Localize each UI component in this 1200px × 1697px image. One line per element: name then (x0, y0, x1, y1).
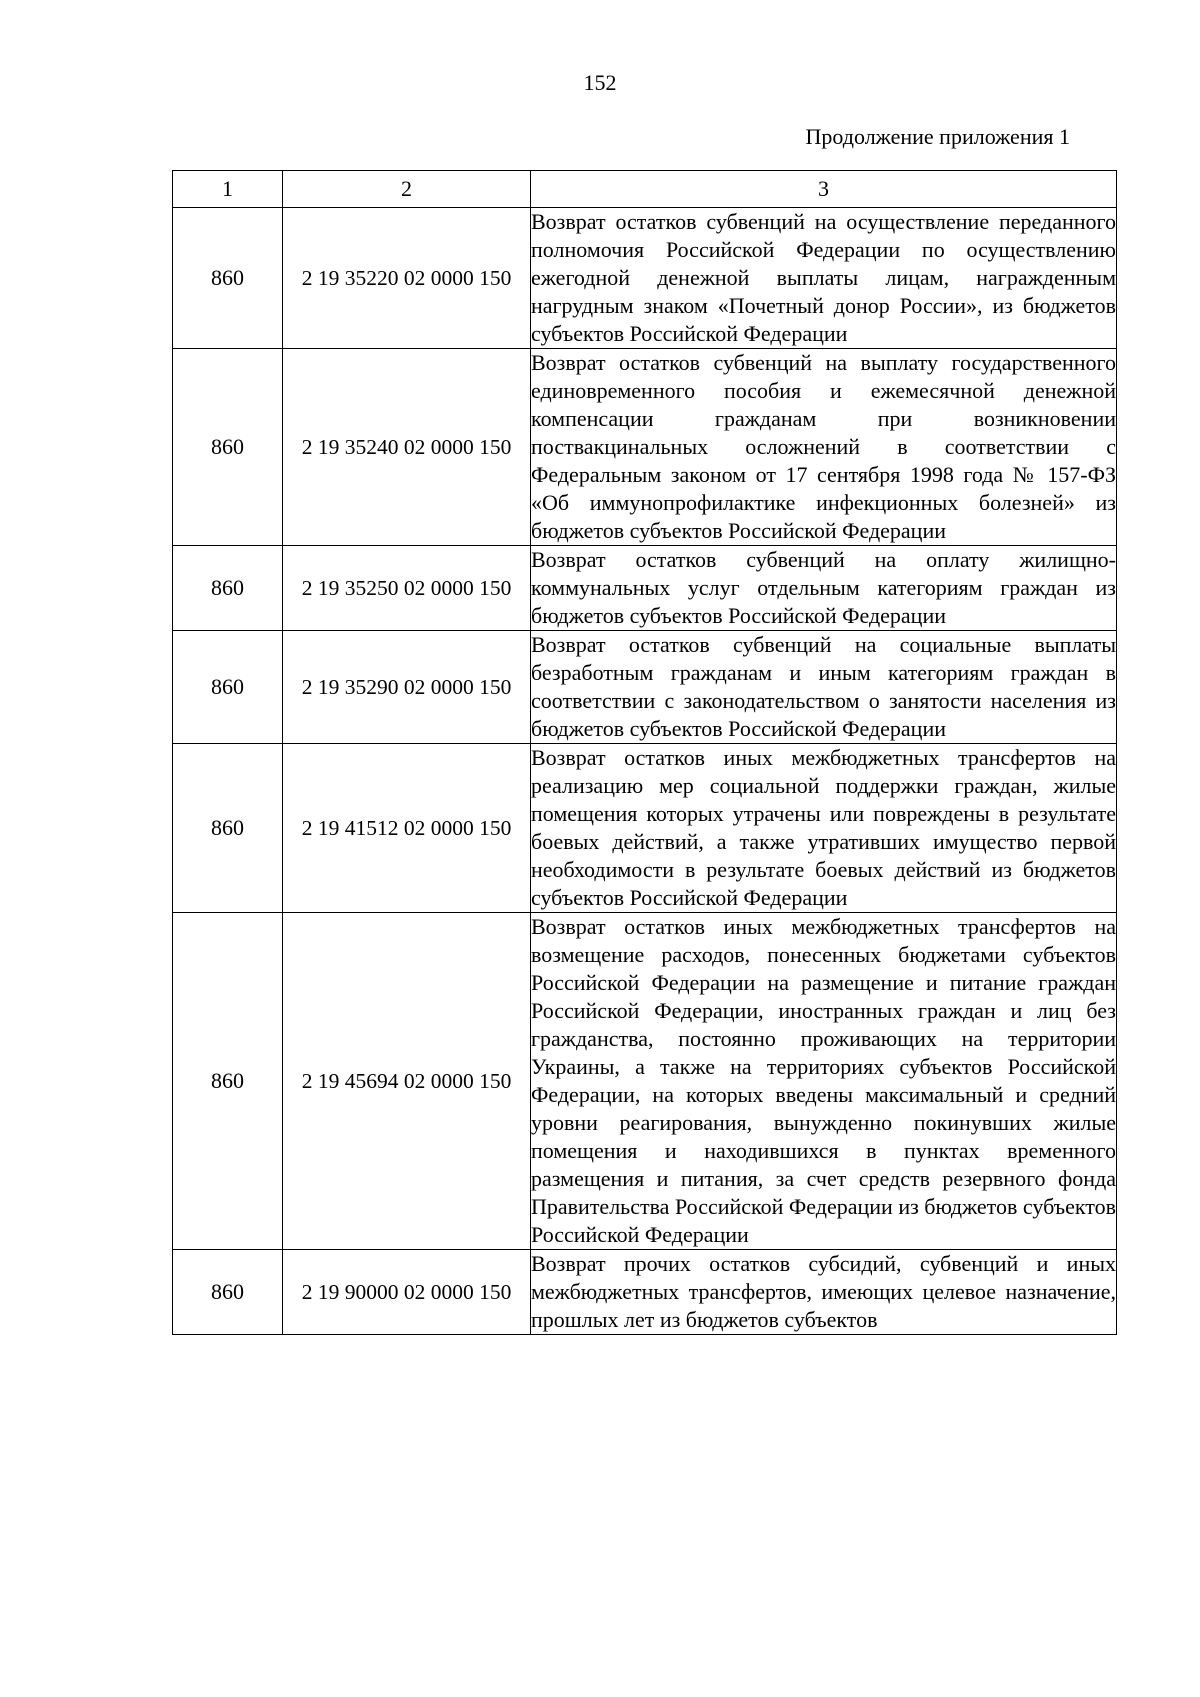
column-header: 3 (531, 171, 1117, 208)
continuation-note: Продолжение приложения 1 (805, 124, 1070, 149)
budget-code-cell: 2 19 41512 02 0000 150 (283, 744, 531, 913)
description-cell: Возврат остатков субвенций на оплату жилищно-коммунальных услуг отдельным категориям граждан из бюджетов субъектов Российской Федерации (531, 546, 1117, 631)
admin-code-cell: 860 (173, 913, 283, 1250)
page-number: 152 (583, 70, 617, 95)
admin-code-cell: 860 (173, 546, 283, 631)
budget-codes-table (172, 170, 1117, 1335)
budget-code-cell: 2 19 90000 02 0000 150 (283, 1250, 531, 1335)
table-row (173, 546, 1117, 631)
description-cell: Возврат остатков субвенций на осуществление переданного полномочия Российской Федерации по осуществлению ежегодной денежной выплаты лицам, награжденным нагрудным знаком «Почетный донор России», из бюджетов субъектов Российской Федерации (531, 208, 1117, 349)
column-header: 1 (173, 171, 283, 208)
admin-code-cell: 860 (173, 631, 283, 744)
admin-code-cell: 860 (173, 349, 283, 546)
budget-code-cell: 2 19 35250 02 0000 150 (283, 546, 531, 631)
column-header: 2 (283, 171, 531, 208)
budget-code-cell: 2 19 35290 02 0000 150 (283, 631, 531, 744)
description-cell: Возврат остатков иных межбюджетных трансфертов на реализацию мер социальной поддержки граждан, жилые помещения которых утрачены или повреждены в результате боевых действий, а также утративших имущество первой необходимости в результате боевых действий из бюджетов субъектов Российской Федерации (531, 744, 1117, 913)
description-cell: Возврат остатков субвенций на социальные выплаты безработным гражданам и иным категориям граждан в соответствии с законодательством о занятости населения из бюджетов субъектов Российской Федерации (531, 631, 1117, 744)
budget-code-cell: 2 19 35240 02 0000 150 (283, 349, 531, 546)
table-header-row (173, 171, 1117, 208)
admin-code-cell: 860 (173, 208, 283, 349)
description-cell: Возврат остатков субвенций на выплату государственного единовременного пособия и ежемесячной денежной компенсации гражданам при возникновении поствакцинальных осложнений в соответствии с Федеральным законом от 17 сентября 1998 года № 157-ФЗ «Об иммунопрофилактике инфекционных болезней» из бюджетов субъектов Российской Федерации (531, 349, 1117, 546)
admin-code-cell: 860 (173, 744, 283, 913)
table-row (173, 744, 1117, 913)
table-row (173, 913, 1117, 1250)
table-row (173, 1250, 1117, 1335)
budget-code-cell: 2 19 45694 02 0000 150 (283, 913, 531, 1250)
description-cell: Возврат остатков иных межбюджетных трансфертов на возмещение расходов, понесенных бюджетами субъектов Российской Федерации на размещение и питание граждан Российской Федерации, иностранных граждан и лиц без гражданства, постоянно проживающих на территории Украины, а также на территориях субъектов Российской Федерации, на которых введены максимальный и средний уровни реагирования, вынужденно покинувших жилые помещения и находившихся в пунктах временного размещения и питания, за счет средств резервного фонда Правительства Российской Федерации из бюджетов субъектов Российской Федерации (531, 913, 1117, 1250)
table-row (173, 631, 1117, 744)
description-cell: Возврат прочих остатков субсидий, субвенций и иных межбюджетных трансфертов, имеющих целевое назначение, прошлых лет из бюджетов субъектов (531, 1250, 1117, 1335)
admin-code-cell: 860 (173, 1250, 283, 1335)
table-row (173, 349, 1117, 546)
table-row (173, 208, 1117, 349)
budget-code-cell: 2 19 35220 02 0000 150 (283, 208, 531, 349)
